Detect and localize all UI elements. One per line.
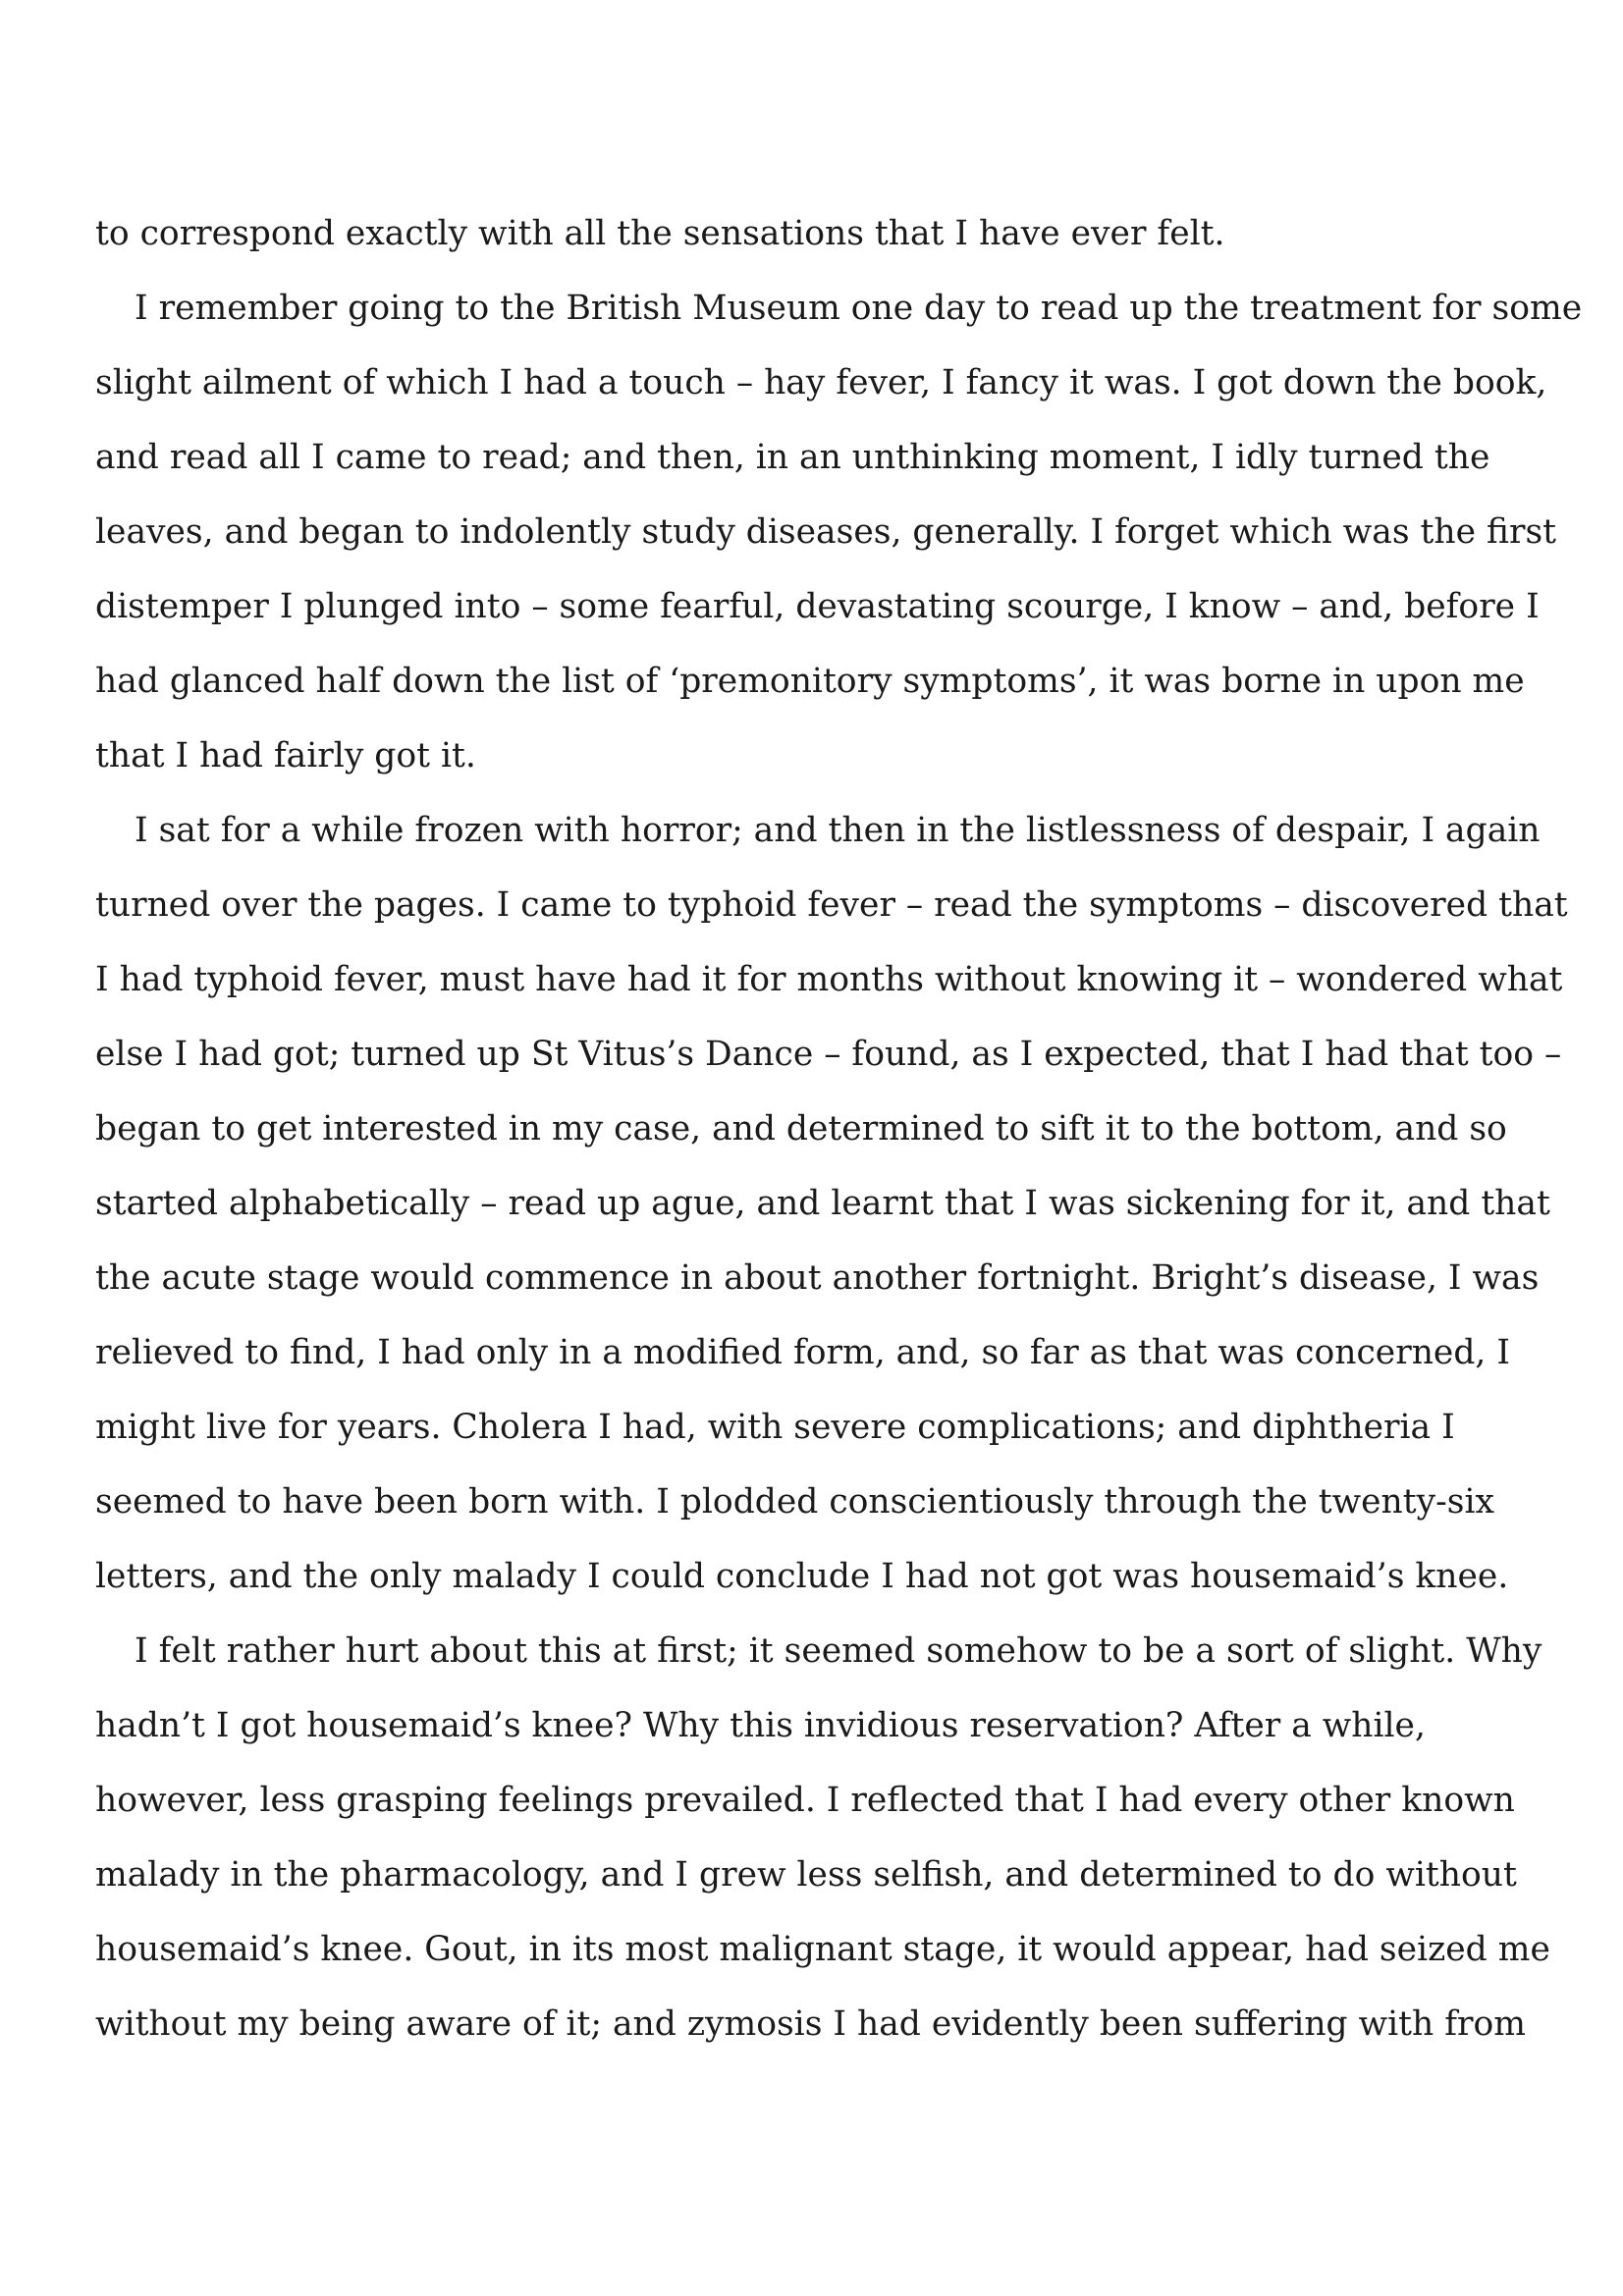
text-line: to correspond exactly with all the sensations that I have ever felt. bbox=[95, 214, 1225, 253]
text-line: relieved to find, I had only in a modified form, and, so far as that was concerned, I bbox=[95, 1333, 1510, 1372]
text-line: I had typhoid fever, must have had it for months without knowing it – wondered what bbox=[95, 960, 1563, 999]
text-line: hadn’t I got housemaid’s knee? Why this invidious reservation? After a while, bbox=[95, 1706, 1426, 1745]
text-line: without my being aware of it; and zymosis I had evidently been suffering with from bbox=[95, 2004, 1526, 2044]
text-line: malady in the pharmacology, and I grew less selfish, and determined to do without bbox=[95, 1855, 1517, 1895]
text-line: might live for years. Cholera I had, with severe complications; and diphtheria I bbox=[95, 1408, 1455, 1447]
text-line: turned over the pages. I came to typhoid fever – read the symptoms – discovered that bbox=[95, 885, 1568, 925]
text-line: housemaid’s knee. Gout, in its most malignant stage, it would appear, had seized me bbox=[95, 1930, 1550, 1969]
text-line: however, less grasping feelings prevailed. I reflected that I had every other known bbox=[95, 1781, 1515, 1820]
text-line: started alphabetically – read up ague, and learnt that I was sickening for it, and that bbox=[95, 1184, 1550, 1223]
body-text bbox=[95, 196, 1583, 2061]
text-line: distemper I plunged into – some fearful, devastating scourge, I know – and, before I bbox=[95, 587, 1540, 626]
text-line: had glanced half down the list of ‘premonitory symptoms’, it was borne in upon me bbox=[95, 662, 1525, 701]
text-line: else I had got; turned up St Vitus’s Dance – found, as I expected, that I had that too – bbox=[95, 1035, 1562, 1074]
text-line: leaves, and began to indolently study diseases, generally. I forget which was the first bbox=[95, 512, 1557, 552]
text-line: began to get interested in my case, and determined to sift it to the bottom, and so bbox=[95, 1109, 1507, 1148]
paragraph-start-line: I felt rather hurt about this at first; it seemed somehow to be a sort of slight. Why bbox=[135, 1631, 1542, 1671]
text-line: that I had fairly got it. bbox=[95, 736, 476, 775]
text-line: letters, and the only malady I could conclude I had not got was housemaid’s knee. bbox=[95, 1557, 1509, 1596]
text-line: slight ailment of which I had a touch – hay fever, I fancy it was. I got down the book, bbox=[95, 363, 1547, 402]
paragraph-start-line: I sat for a while frozen with horror; and then in the listlessness of despair, I again bbox=[135, 811, 1541, 850]
text-line: the acute stage would commence in about another fortnight. Bright’s disease, I was bbox=[95, 1258, 1540, 1298]
text-line: seemed to have been born with. I plodded conscientiously through the twenty-six bbox=[95, 1482, 1494, 1522]
text-line: and read all I came to read; and then, in an unthinking moment, I idly turned the bbox=[95, 438, 1490, 477]
paragraph-start-line: I remember going to the British Museum one day to read up the treatment for some bbox=[135, 289, 1583, 328]
